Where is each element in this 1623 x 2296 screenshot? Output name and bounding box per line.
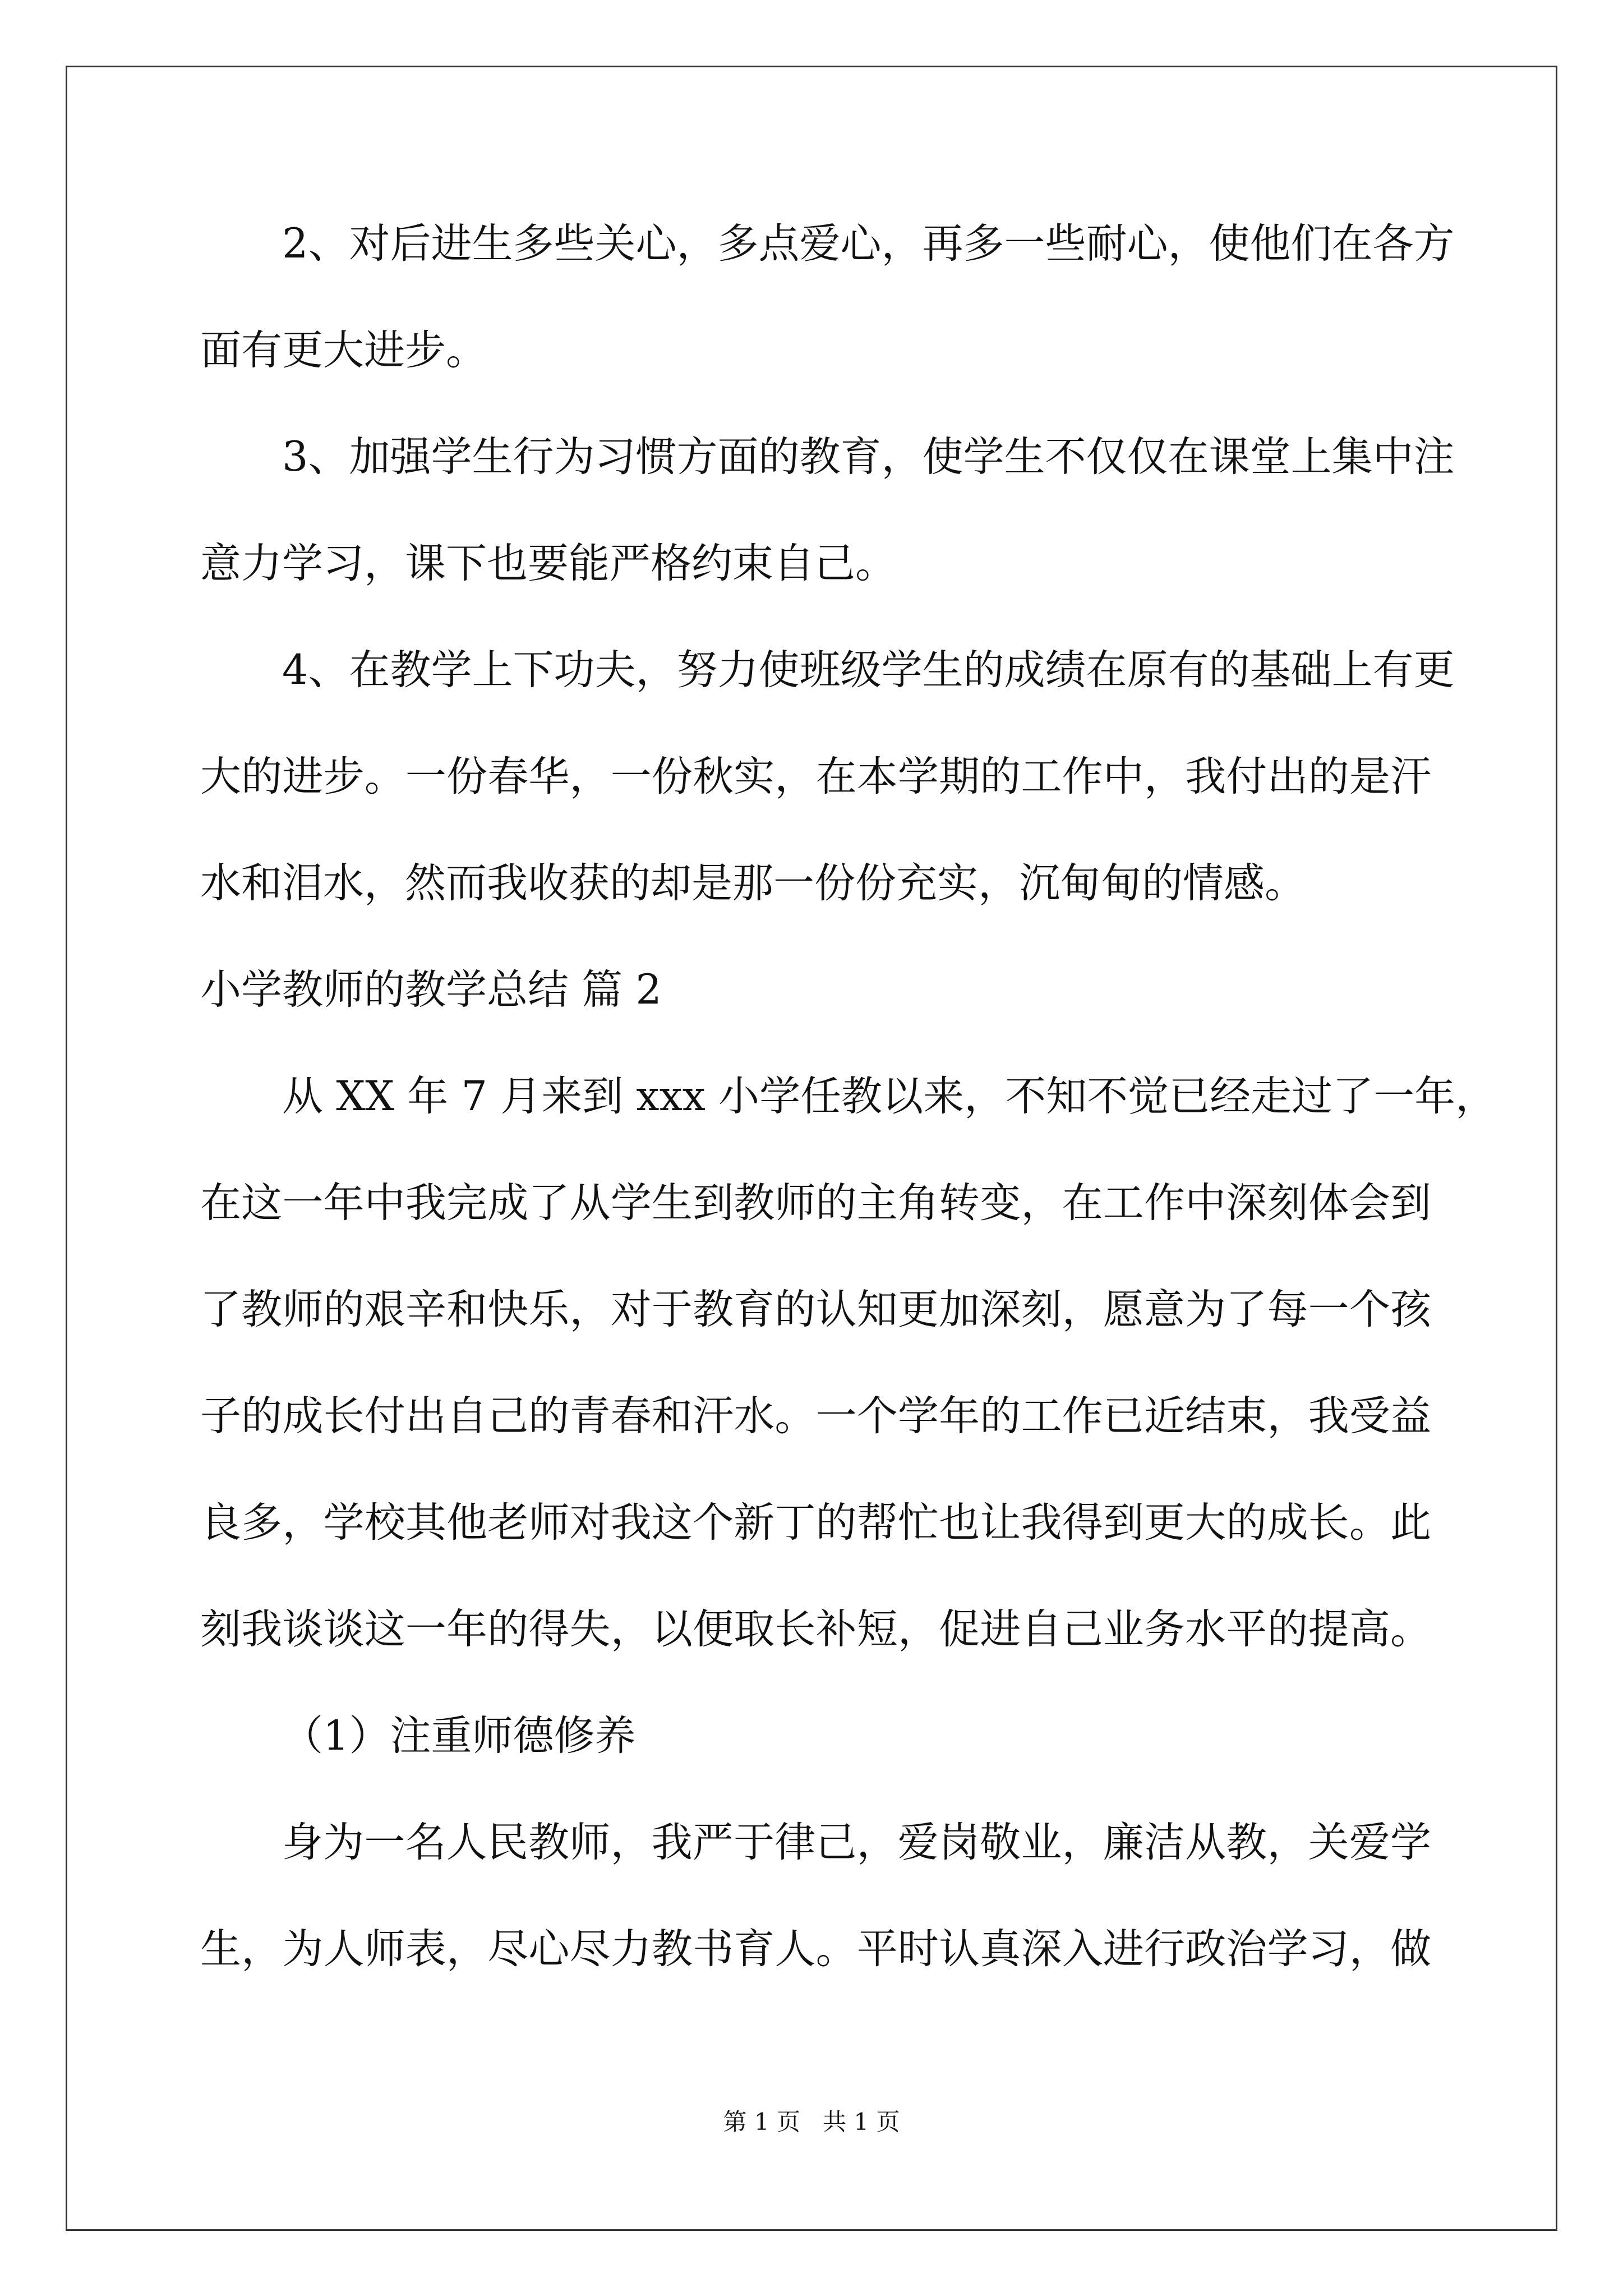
paragraph-line: 刻我谈谈这一年的得失，以便取长补短，促进自己业务水平的提高。 — [200, 1605, 1431, 1653]
paragraph-line: 在这一年中我完成了从学生到教师的主角转变，在工作中深刻体会到 — [200, 1179, 1431, 1227]
paragraph-line: 意力学习，课下也要能严格约束自己。 — [200, 540, 896, 587]
paragraph-line: 面有更大进步。 — [200, 326, 487, 374]
paragraph-line: 水和泪水，然而我收获的却是那一份份充实，沉甸甸的情感。 — [200, 859, 1306, 907]
paragraph-line: 子的成长付出自己的青春和汗水。一个学年的工作已近结束，我受益 — [200, 1392, 1431, 1440]
paragraph-line: 3、加强学生行为习惯方面的教育，使学生不仅仅在课堂上集中注 — [282, 433, 1455, 481]
paragraph-line: 生，为人师表，尽心尽力教书育人。平时认真深入进行政治学习，做 — [200, 1925, 1431, 1973]
paragraph-line: 身为一名人民教师，我严于律己，爱岗敬业，廉洁从教，关爱学 — [282, 1819, 1431, 1866]
section-heading: 小学教师的教学总结 篇 2 — [200, 966, 662, 1014]
page-footer: 第 1 页 共 1 页 — [723, 2108, 900, 2136]
paragraph-line: 从 XX 年 7 月来到 xxx 小学任教以来，不知不觉已经走过了一年， — [282, 1073, 1497, 1120]
paragraph-line: 4、在教学上下功夫，努力使班级学生的成绩在原有的基础上有更 — [282, 646, 1455, 694]
page-border — [66, 66, 1557, 2231]
paragraph-line: 了教师的艰辛和快乐，对于教育的认知更加深刻，愿意为了每一个孩 — [200, 1286, 1431, 1333]
subsection-heading: （1）注重师德修养 — [282, 1712, 636, 1760]
paragraph-line: 大的进步。一份春华，一份秋实，在本学期的工作中，我付出的是汗 — [200, 753, 1431, 800]
paragraph-line: 2、对后进生多些关心，多点爱心，再多一些耐心，使他们在各方 — [282, 220, 1455, 268]
paragraph-line: 良多，学校其他老师对我这个新丁的帮忙也让我得到更大的成长。此 — [200, 1499, 1431, 1547]
